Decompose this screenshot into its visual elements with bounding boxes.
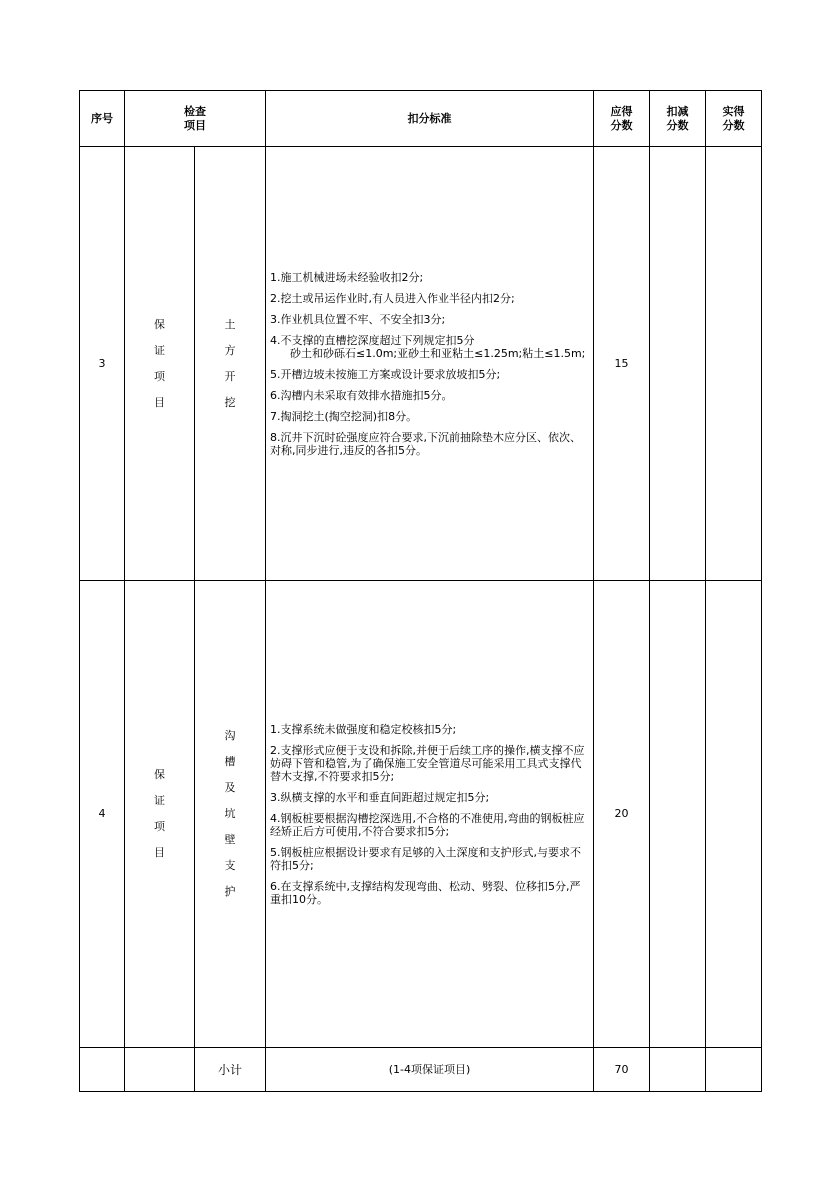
header-seq: 序号 — [80, 91, 125, 147]
item-char: 支 — [224, 859, 236, 872]
header-deduct-line2: 分数 — [666, 118, 689, 132]
header-item-line1: 检查 — [184, 104, 206, 118]
subtotal-seq — [80, 1048, 125, 1092]
header-item-line2: 项目 — [184, 118, 206, 132]
category-char: 项 — [154, 369, 165, 383]
criteria-line: 6.沟槽内未采取有效排水措施扣5分。 — [270, 388, 453, 402]
header-row — [80, 91, 762, 147]
criteria-line: 4.钢板桩要根据沟槽挖深选用,不合格的不准使用,弯曲的钢板桩应经矫正后方可使用,不符合要求扣5分; — [270, 811, 585, 838]
criteria-line: 1.支撑系统未做强度和稳定校核扣5分; — [270, 722, 457, 736]
subtotal-label: 小计 — [195, 1048, 266, 1092]
header-item — [125, 91, 266, 147]
item-char: 及 — [224, 781, 236, 794]
item-char: 开 — [224, 369, 236, 383]
item-char: 土 — [224, 317, 236, 331]
subtotal-should-score: 70 — [594, 1048, 650, 1092]
header-should-line1: 应得 — [610, 104, 633, 118]
header-should-score — [594, 91, 650, 147]
row-should-score: 15 — [594, 147, 650, 581]
item-char: 壁 — [224, 833, 236, 846]
row-actual-score[interactable] — [706, 147, 762, 581]
criteria-line: 5.钢板桩应根据设计要求有足够的入土深度和支护形式,与要求不符扣5分; — [270, 845, 581, 872]
category-char: 保 — [154, 317, 165, 331]
subtotal-row — [80, 1048, 762, 1092]
category-char: 保 — [154, 768, 165, 781]
subtotal-category — [125, 1048, 195, 1092]
row-seq: 4 — [80, 581, 125, 1048]
score-table — [79, 90, 762, 1092]
category-char: 证 — [154, 794, 165, 807]
header-deduct-score — [650, 91, 706, 147]
criteria-line: 2.支撑形式应便于支设和拆除,并便于后续工序的操作,横支撑不应妨碍下管和稳管,为了确保施工安全管道尽可能采用工具式支撑代替木支撑,不符要求扣5分; — [270, 743, 585, 783]
header-should-line2: 分数 — [610, 118, 633, 132]
category-char: 项 — [154, 820, 165, 833]
criteria-line: 砂土和砂砾石≤1.0m;亚砂土和亚粘土≤1.25m;粘土≤1.5m; — [290, 346, 586, 360]
row-deduct-score[interactable] — [650, 581, 706, 1048]
criteria-line: 1.施工机械进场未经验收扣2分; — [270, 270, 424, 284]
row-criteria — [266, 581, 594, 1048]
row-should-score: 20 — [594, 581, 650, 1048]
header-criteria: 扣分标准 — [266, 91, 594, 147]
subtotal-criteria: (1-4项保证项目) — [266, 1048, 594, 1092]
row-category — [125, 581, 195, 1048]
header-actual-score — [706, 91, 762, 147]
row-item — [195, 581, 266, 1048]
header-actual-line1: 实得 — [722, 104, 745, 118]
criteria-line: 3.纵横支撑的水平和垂直间距超过规定扣5分; — [270, 790, 490, 804]
row-deduct-score[interactable] — [650, 147, 706, 581]
item-char: 槽 — [224, 755, 236, 768]
subtotal-deduct-score[interactable] — [650, 1048, 706, 1092]
row-actual-score[interactable] — [706, 581, 762, 1048]
item-char: 挖 — [224, 395, 236, 409]
row-seq: 3 — [80, 147, 125, 581]
criteria-line: 5.开槽边坡未按施工方案或设计要求放坡扣5分; — [270, 367, 501, 381]
header-actual-line2: 分数 — [722, 118, 745, 132]
row-item — [195, 147, 266, 581]
table-row — [80, 147, 762, 581]
criteria-line: 8.沉井下沉时砼强度应符合要求,下沉前抽除垫木应分区、依次、对称,同步进行,违反的各扣5分。 — [270, 430, 581, 457]
header-deduct-line1: 扣减 — [666, 104, 689, 118]
item-char: 护 — [224, 885, 236, 898]
item-char: 方 — [224, 343, 236, 357]
subtotal-actual-score[interactable] — [706, 1048, 762, 1092]
criteria-line: 3.作业机具位置不牢、不安全扣3分; — [270, 312, 446, 326]
category-char: 目 — [154, 395, 165, 409]
criteria-line: 2.挖土或吊运作业时,有人员进入作业半径内扣2分; — [270, 291, 515, 305]
criteria-line: 6.在支撑系统中,支撑结构发现弯曲、松动、劈裂、位移扣5分,严重扣10分。 — [270, 879, 581, 906]
criteria-line: 7.掏洞挖土(掏空挖洞)扣8分。 — [270, 409, 418, 423]
category-char: 证 — [154, 343, 165, 357]
item-char: 坑 — [224, 807, 236, 820]
item-char: 沟 — [224, 729, 236, 742]
category-char: 目 — [154, 846, 165, 859]
row-criteria — [266, 147, 594, 581]
table-row — [80, 581, 762, 1048]
criteria-line: 4.不支撑的直槽挖深度超过下列规定扣5分 — [270, 333, 475, 347]
row-category — [125, 147, 195, 581]
